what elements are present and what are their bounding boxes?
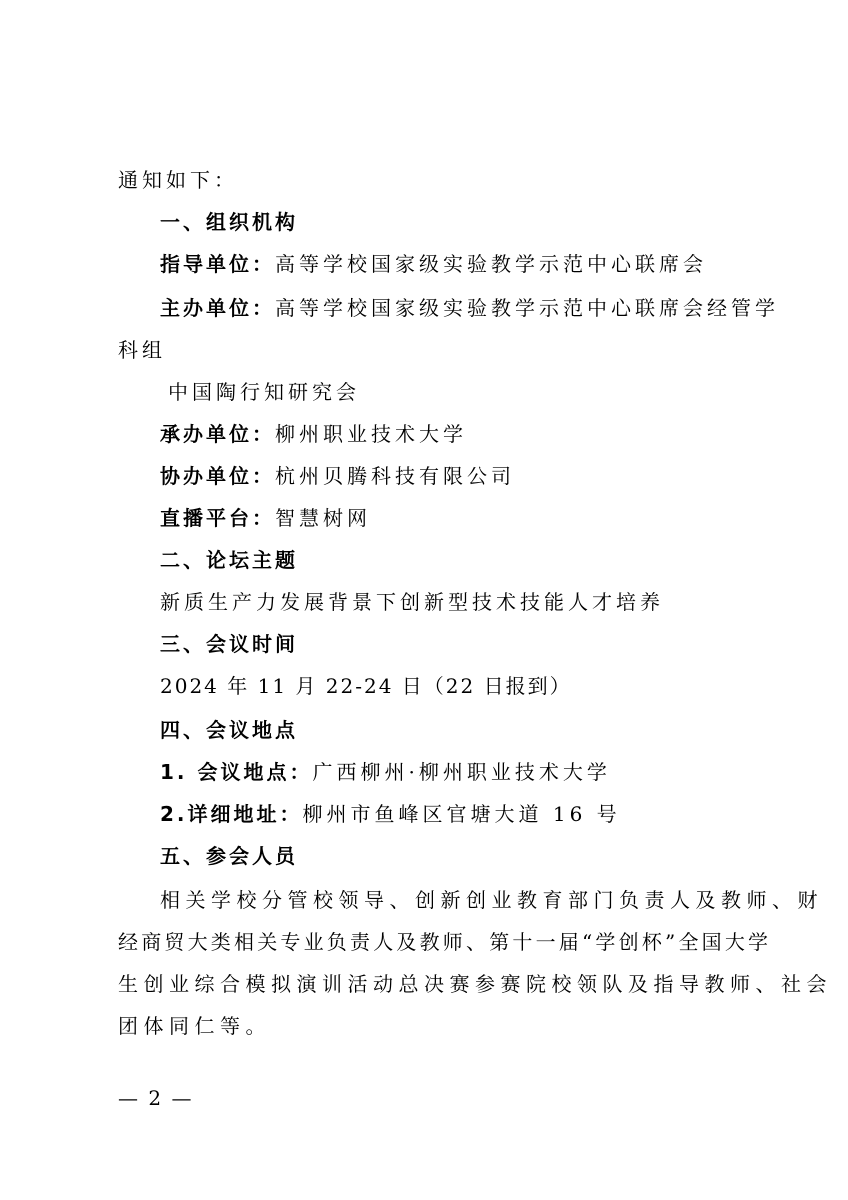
address-value: 柳州市鱼峰区官塘大道 16 号 — [302, 802, 621, 826]
guide-unit-line — [160, 250, 707, 278]
section-heading-theme: 二、论坛主题 — [160, 548, 298, 572]
attendees-line-4: 团体同仁等。 — [118, 1014, 271, 1038]
attendees-line-3: 生创业综合模拟演训活动总决赛参赛院校领队及指导教师、社会 — [118, 972, 832, 996]
venue-line — [160, 758, 611, 786]
coorganizer-label: 协办单位： — [160, 464, 275, 488]
venue-value: 广西柳州·柳州职业技术大学 — [312, 760, 611, 784]
section-heading-time: 三、会议时间 — [160, 632, 298, 656]
host-unit-value-cont: 科组 — [118, 338, 166, 362]
coorganizer-line — [160, 462, 515, 490]
theme-value: 新质生产力发展背景下创新型技术技能人才培养 — [160, 590, 664, 614]
section-heading-attendees: 五、参会人员 — [160, 844, 298, 868]
address-line — [160, 800, 621, 828]
host-unit-label: 主办单位： — [160, 296, 275, 320]
host-unit-value-second: 中国陶行知研究会 — [168, 380, 360, 404]
section-heading-org: 一、组织机构 — [160, 210, 298, 234]
guide-unit-value: 高等学校国家级实验教学示范中心联席会 — [275, 252, 707, 276]
venue-label: 1. 会议地点： — [160, 760, 313, 784]
organizer-line — [160, 420, 467, 448]
intro-text: 通知如下： — [118, 168, 238, 192]
organizer-value: 柳州职业技术大学 — [275, 422, 467, 446]
time-value: 2024 年 11 月 22-24 日（22 日报到） — [160, 674, 572, 698]
guide-unit-label: 指导单位： — [160, 252, 275, 276]
live-platform-line — [160, 504, 371, 532]
section-heading-place: 四、会议地点 — [160, 718, 298, 742]
attendees-line-1: 相关学校分管校领导、创新创业教育部门负责人及教师、财 — [160, 888, 823, 912]
attendees-line-2: 经商贸大类相关专业负责人及教师、第十一届“学创杯”全国大学 — [118, 930, 772, 954]
organizer-label: 承办单位： — [160, 422, 275, 446]
live-platform-value: 智慧树网 — [275, 506, 371, 530]
address-label: 2.详细地址： — [160, 802, 303, 826]
page-number: — 2 — — [118, 1086, 194, 1110]
host-unit-value: 高等学校国家级实验教学示范中心联席会经管学 — [275, 296, 779, 320]
host-unit-line — [160, 294, 779, 322]
live-platform-label: 直播平台： — [160, 506, 275, 530]
coorganizer-value: 杭州贝腾科技有限公司 — [275, 464, 515, 488]
